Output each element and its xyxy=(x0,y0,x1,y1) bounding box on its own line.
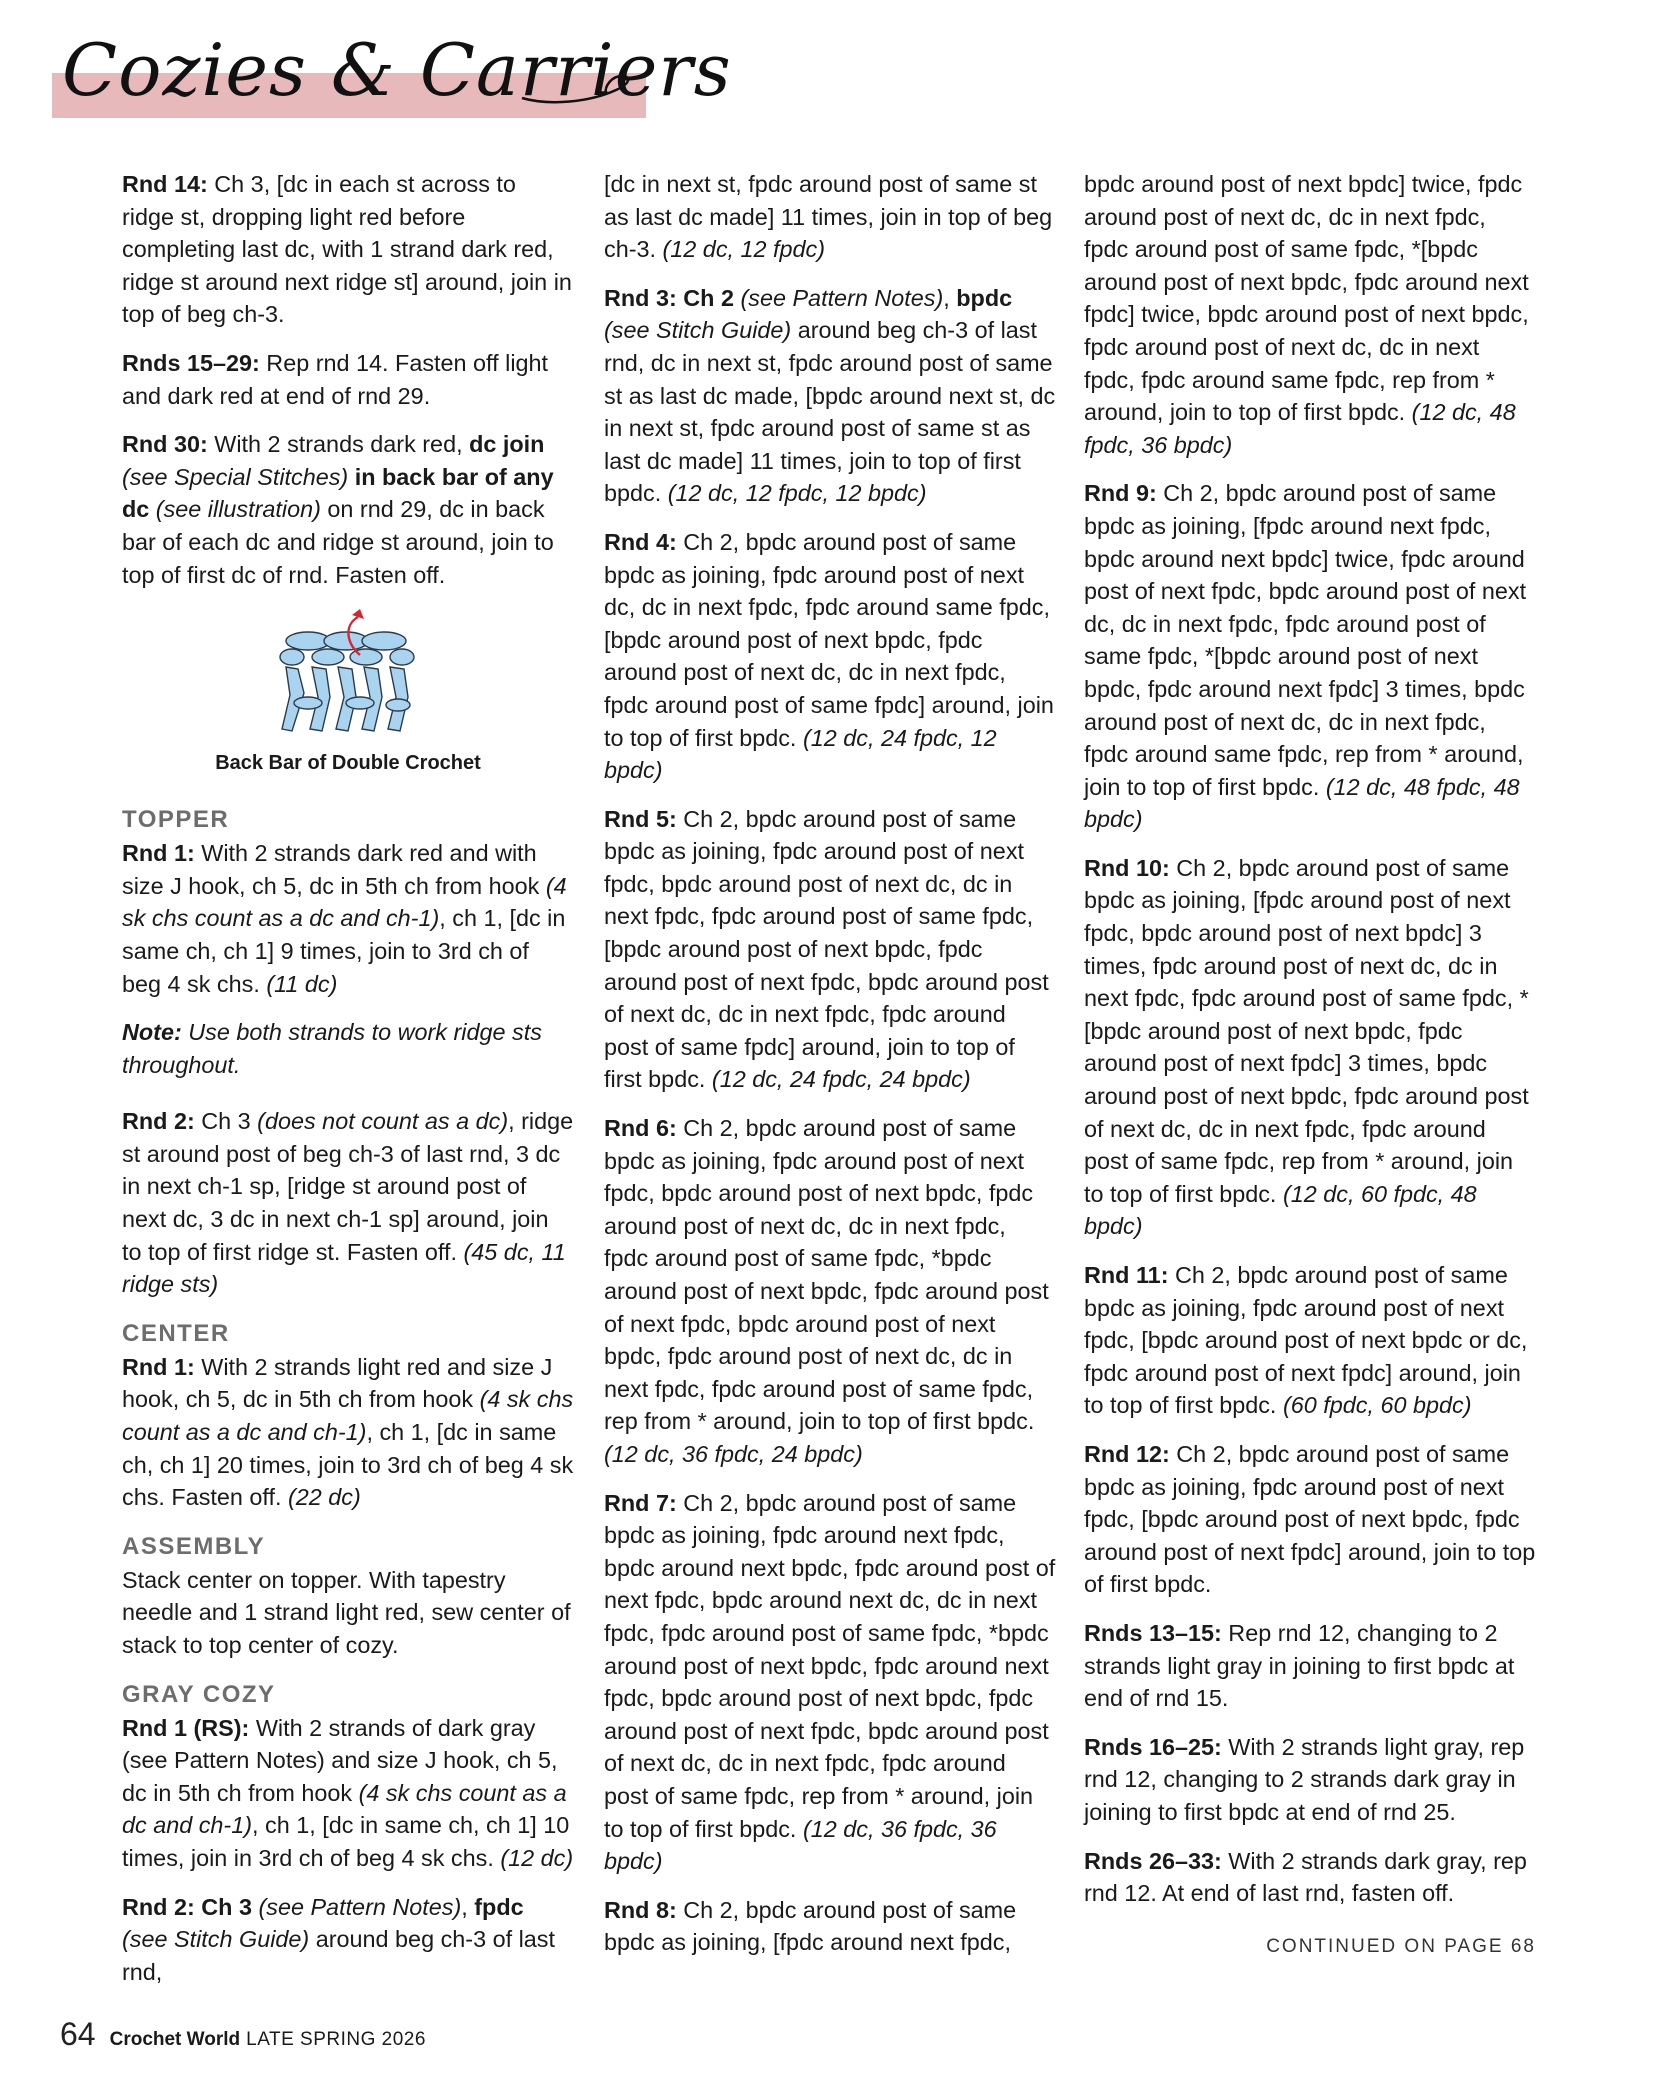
instruction-rnd-7: Rnd 7: Ch 2, bpdc around post of same bpdc as joining, fpdc around next fpdc, bpdc around next bpdc, fpdc around post of next fpdc, bpdc around next dc, dc in next fpdc, fpdc around post of same fpdc, *bpdc around post of next bpdc, fpdc around next fpdc, bpdc around post of next bpdc, fpdc around post of next fpdc, bpdc around post of next dc, dc in next fpdc, fpdc around post of same fpdc, rep from * around, join to top of first bpdc. (12 dc, 36 fpdc, 36 bpdc) xyxy=(604,1489,1056,1875)
note-ridge-sts: Note: Use both strands to work ridge sts throughout. xyxy=(122,1019,542,1078)
instruction-topper-rnd-1: Rnd 1: With 2 strands dark red and with size J hook, ch 5, dc in 5th ch from hook (4 sk chs count as a dc and ch-1), ch 1, [dc in same ch, ch 1] 9 times, join to 3rd ch of beg 4 sk chs. (11 dc) xyxy=(122,840,567,997)
title-swash-decoration xyxy=(520,72,640,112)
instruction-rnd-4: Rnd 4: Ch 2, bpdc around post of same bpdc as joining, fpdc around post of next dc, dc in next fpdc, fpdc around same fpdc, [bpdc around post of next bpdc, fpdc around post of next dc, dc in next fpdc, fpdc around post of same fpdc] around, join to top of first bpdc. (12 dc, 24 fpdc, 12 bpdc) xyxy=(604,528,1054,784)
instruction-topper-rnd-2: Rnd 2: Ch 3 (does not count as a dc), ridge st around post of beg ch-3 of last rnd, 3 dc in next ch-1 sp, [ridge st around post of next dc, 3 dc in next ch-1 sp] around, join to top of first ridge st. Fasten off. (45 dc, 11 ridge sts) xyxy=(122,1108,574,1298)
instruction-rnd-2-continued: [dc in next st, fpdc around post of same st as last dc made] 11 times, join in top of beg ch-3. (12 dc, 12 fpdc) xyxy=(604,171,1053,263)
instruction-rnd-9: Rnd 9: Ch 2, bpdc around post of same bpdc as joining, [fpdc around next fpdc, bpdc around next bpdc] twice, fpdc around post of next fpdc, bpdc around post of next dc, dc in next fpdc, fpdc around post of same fpdc, *[bpdc around post of next bpdc, fpdc around next fpdc] 3 times, bpdc around post of next dc, dc in next fpdc, fpdc around same fpdc, rep from * around, join to top of first bpdc. (12 dc, 48 fpdc, 48 bpdc) xyxy=(1084,480,1527,833)
instruction-assembly: Stack center on topper. With tapestry needle and 1 strand light red, sew center of stack to top center of cozy. xyxy=(122,1566,571,1658)
page-title: Cozies & Carriers xyxy=(62,28,732,112)
instruction-gray-rnd-2: Rnd 2: Ch 3 (see Pattern Notes), fpdc (see Stitch Guide) around beg ch-3 of last rnd, xyxy=(122,1893,555,1985)
instruction-rnd-3: Rnd 3: Ch 2 (see Pattern Notes), bpdc (see Stitch Guide) around beg ch-3 of last rnd, dc in next st, fpdc around post of same st as last dc made, [bpdc around next st, dc in next st, fpdc around post of same st as last dc made] 11 times, join to top of first bpdc. (12 dc, 12 fpdc, 12 bpdc) xyxy=(604,284,1056,507)
instruction-center-rnd-1: Rnd 1: With 2 strands light red and size J hook, ch 5, dc in 5th ch from hook (4 sk chs count as a dc and ch-1), ch 1, [dc in same ch, ch 1] 20 times, join to 3rd ch of beg 4 sk chs. Fasten off. (22 dc) xyxy=(122,1353,574,1511)
instruction-rnd-10: Rnd 10: Ch 2, bpdc around post of same bpdc as joining, [fpdc around post of next fpdc, bpdc around post of next bpdc] 3 times, fpdc around post of next dc, dc in next fpdc, fpdc around post of same fpdc, *[bpdc around post of next bpdc, fpdc around post of next fpdc] 3 times, bpdc around post of next bpdc, fpdc around post of next dc, dc in next fpdc, fpdc around post of same fpdc, rep from * around, join to top of first bpdc. (12 dc, 60 fpdc, 48 bpdc) xyxy=(1084,854,1529,1240)
section-heading-topper: TOPPER xyxy=(122,806,230,834)
instruction-rnd-5: Rnd 5: Ch 2, bpdc around post of same bpdc as joining, fpdc around post of next fpdc, bpdc around post of next dc, dc in next fpdc, fpdc around post of same fpdc, [bpdc around post of next bpdc, fpdc around post of next fpdc, bpdc around post of next dc, dc in next fpdc, fpdc around post of same fpdc] around, join to top of first bpdc. (12 dc, 24 fpdc, 24 bpdc) xyxy=(604,805,1049,1093)
back-bar-illustration xyxy=(122,607,574,775)
instruction-rnds-16-25: Rnds 16–25: With 2 strands light gray, rep rnd 12, changing to 2 strands dark gray in joining to first bpdc at end of rnd 25. xyxy=(1084,1733,1525,1825)
instruction-rnd-8: Rnd 8: Ch 2, bpdc around post of same bpdc as joining, [fpdc around next fpdc, xyxy=(604,1896,1017,1956)
section-heading-gray-cozy: GRAY COZY xyxy=(122,1680,276,1708)
page-footer xyxy=(60,2016,426,2053)
double-crochet-stitch-diagram xyxy=(278,607,418,735)
section-heading-center: CENTER xyxy=(122,1319,230,1347)
instruction-rnd-30: Rnd 30: With 2 strands dark red, dc join (see Special Stitches) in back bar of any dc (see illustration) on rnd 29, dc in back bar of each dc and ridge st around, join to top of first dc of rnd. Fasten off. xyxy=(122,431,554,588)
continued-on-page: CONTINUED ON PAGE 68 xyxy=(1266,1936,1536,1957)
section-heading-assembly: ASSEMBLY xyxy=(122,1532,266,1560)
page-number: 64 xyxy=(60,2016,96,2052)
column-1 xyxy=(122,168,574,2004)
column-3 xyxy=(1084,168,1536,1926)
instruction-rnds-13-15: Rnds 13–15: Rep rnd 12, changing to 2 strands light gray in joining to first bpdc at end of rnd 15. xyxy=(1084,1619,1515,1712)
instruction-rnds-15-29: Rnds 15–29: Rep rnd 14. Fasten off light and dark red at end of rnd 29. xyxy=(122,349,549,409)
instruction-rnd-14: Rnd 14: Ch 3, [dc in each st across to ridge st, dropping light red before completing last dc, with 1 strand dark red, ridge st around next ridge st] around, join in top of beg ch-3. xyxy=(122,171,572,328)
page-header xyxy=(0,0,1654,170)
issue-name: LATE SPRING 2026 xyxy=(246,2029,426,2050)
column-2 xyxy=(604,168,1056,1975)
instruction-gray-rnd-1: Rnd 1 (RS): With 2 strands of dark gray (see Pattern Notes) and size J hook, ch 5, dc in 5th ch from hook (4 sk chs count as a dc and ch-1), ch 1, [dc in same ch, ch 1] 10 times, join in 3rd ch of beg 4 sk chs. (12 dc) xyxy=(122,1714,574,1871)
instruction-rnd-6: Rnd 6: Ch 2, bpdc around post of same bpdc as joining, fpdc around post of next fpdc, bpdc around post of next bpdc, fpdc around post of next dc, dc in next fpdc, fpdc around post of same fpdc, *bpdc around post of next bpdc, fpdc around post of next fpdc, bpdc around post of next bpdc, fpdc around post of next dc, dc in next fpdc, fpdc around post of same fpdc, rep from * around, join to top of first bpdc. (12 dc, 36 fpdc, 24 bpdc) xyxy=(604,1115,1049,1467)
illustration-caption: Back Bar of Double Crochet xyxy=(215,752,481,775)
instruction-rnds-26-33: Rnds 26–33: With 2 strands dark gray, rep rnd 12. At end of last rnd, fasten off. xyxy=(1084,1847,1527,1907)
instruction-rnd-12: Rnd 12: Ch 2, bpdc around post of same bpdc as joining, fpdc around post of next fpdc, [bpdc around post of next bpdc, fpdc around post of next fpdc] around, join to top of first bpdc. xyxy=(1084,1440,1536,1598)
instruction-rnd-8-continued: bpdc around post of next bpdc] twice, fpdc around post of next dc, dc in next fpdc, fpdc around post of same fpdc, *[bpdc around post of next bpdc, fpdc around next fpdc] twice, bpdc around post of next bpdc, fpdc around post of next dc, dc in next fpdc, fpdc around same fpdc, rep from * around, join to top of first bpdc. (12 dc, 48 fpdc, 36 bpdc) xyxy=(1084,171,1529,458)
magazine-name: Crochet World xyxy=(109,2029,241,2050)
instruction-rnd-11: Rnd 11: Ch 2, bpdc around post of same bpdc as joining, fpdc around post of next fpdc, [bpdc around post of next bpdc or dc, fpdc around post of next fpdc] around, join to top of first bpdc. (60 fpdc, 60 bpdc) xyxy=(1084,1262,1528,1419)
